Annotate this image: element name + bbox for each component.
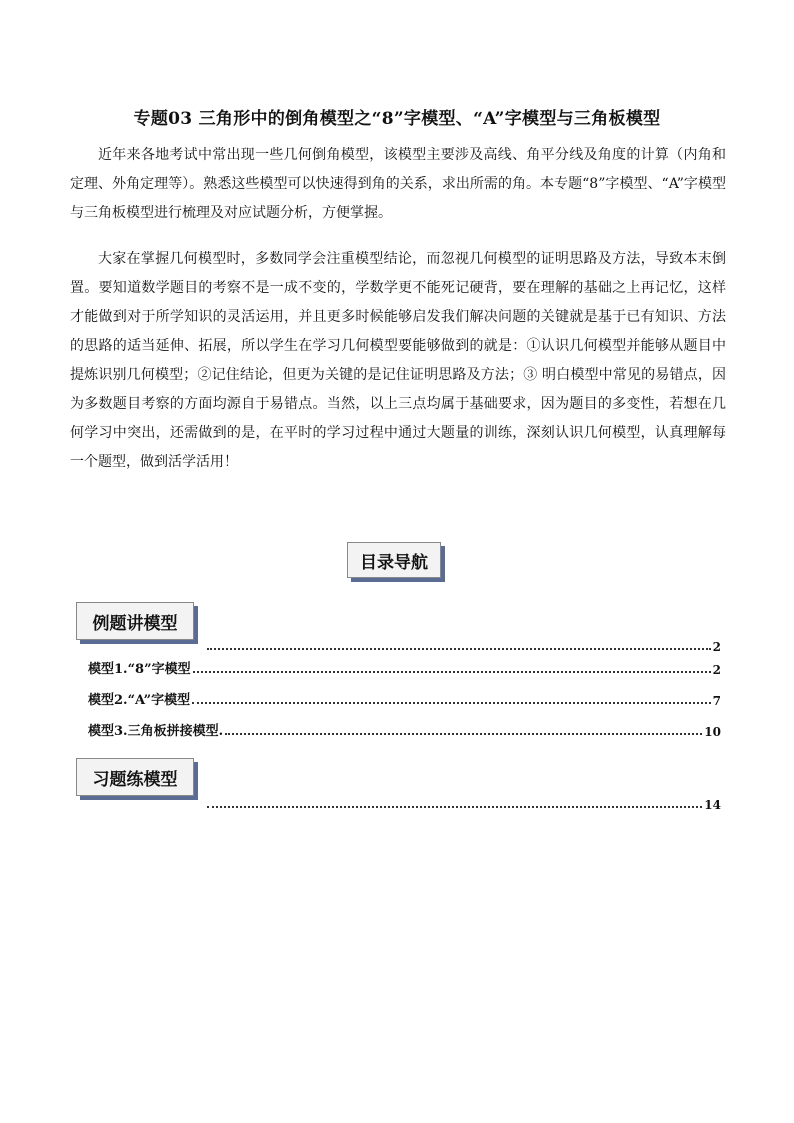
toc-entry-model-1[interactable]	[88, 659, 721, 677]
toc-entry-model-3[interactable]	[88, 721, 721, 739]
dot-leader	[193, 671, 711, 673]
toc-page-number: 2	[712, 663, 721, 677]
toc-section-examples	[76, 602, 194, 640]
dot-leader	[207, 648, 711, 650]
toc-entry-exercises[interactable]	[205, 794, 721, 812]
toc-page-number: 7	[712, 694, 721, 708]
intro-paragraph-1: 近年来各地考试中常出现一些几何倒角模型，该模型主要涉及高线、角平分线及角度的计算（内角和定理、外角定理等）。熟悉这些模型可以快速得到角的关系，求出所需的角。本专题“8”字模型、“A”字模型与三角板模型进行梳理及对应试题分析，方便掌握。	[70, 147, 726, 221]
toc-entry-model-2[interactable]	[88, 690, 721, 708]
dot-leader	[225, 733, 702, 735]
toc-section-exercises	[76, 758, 194, 796]
toc-page-number: 2	[712, 640, 721, 654]
dot-leader	[207, 806, 702, 808]
toc-section-label: 习题练模型	[92, 769, 178, 790]
toc-heading	[347, 542, 441, 578]
toc-entry-label: 模型1.“8”字模型	[88, 662, 191, 677]
toc-section-label: 例题讲模型	[92, 613, 178, 634]
toc-entry-label: 模型3.三角板拼接模型.	[88, 724, 224, 739]
dot-leader	[192, 702, 711, 704]
toc-entry-examples[interactable]	[205, 636, 721, 654]
intro-paragraph-2: 大家在掌握几何模型时，多数同学会注重模型结论，而忽视几何模型的证明思路及方法，导致本末倒置。要知道数学题目的考察不是一成不变的，学数学更不能死记硬背，要在理解的基础之上再记忆，这样才能做到对于所学知识的灵活运用，并且更多时候能够启发我们解决问题的关键就是基于已有知识、方法的思路的适当延伸、拓展，所以学生在学习几何模型要能够做到的就是：①认识几何模型并能够从题目中提炼识别几何模型；②记住结论，但更为关键的是记住证明思路及方法；③ 明白模型中常见的易错点，因为多数题目考察的方面均源自于易错点。当然，以上三点均属于基础要求，因为题目的多变性，若想在几何学习中突出，还需做到的是，在平时的学习过程中通过大题量的训练，深刻认识几何模型，认真理解每一个题型，做到活学活用！	[70, 251, 726, 470]
toc-heading-label: 目录导航	[360, 552, 428, 573]
document-title: 专题03 三角形中的倒角模型之“8”字模型、“A”字模型与三角板模型	[133, 109, 661, 129]
toc-entry-label: 模型2.“A”字模型	[88, 693, 191, 708]
toc-page-number: 14	[704, 798, 721, 812]
toc-page-number: 10	[704, 725, 721, 739]
